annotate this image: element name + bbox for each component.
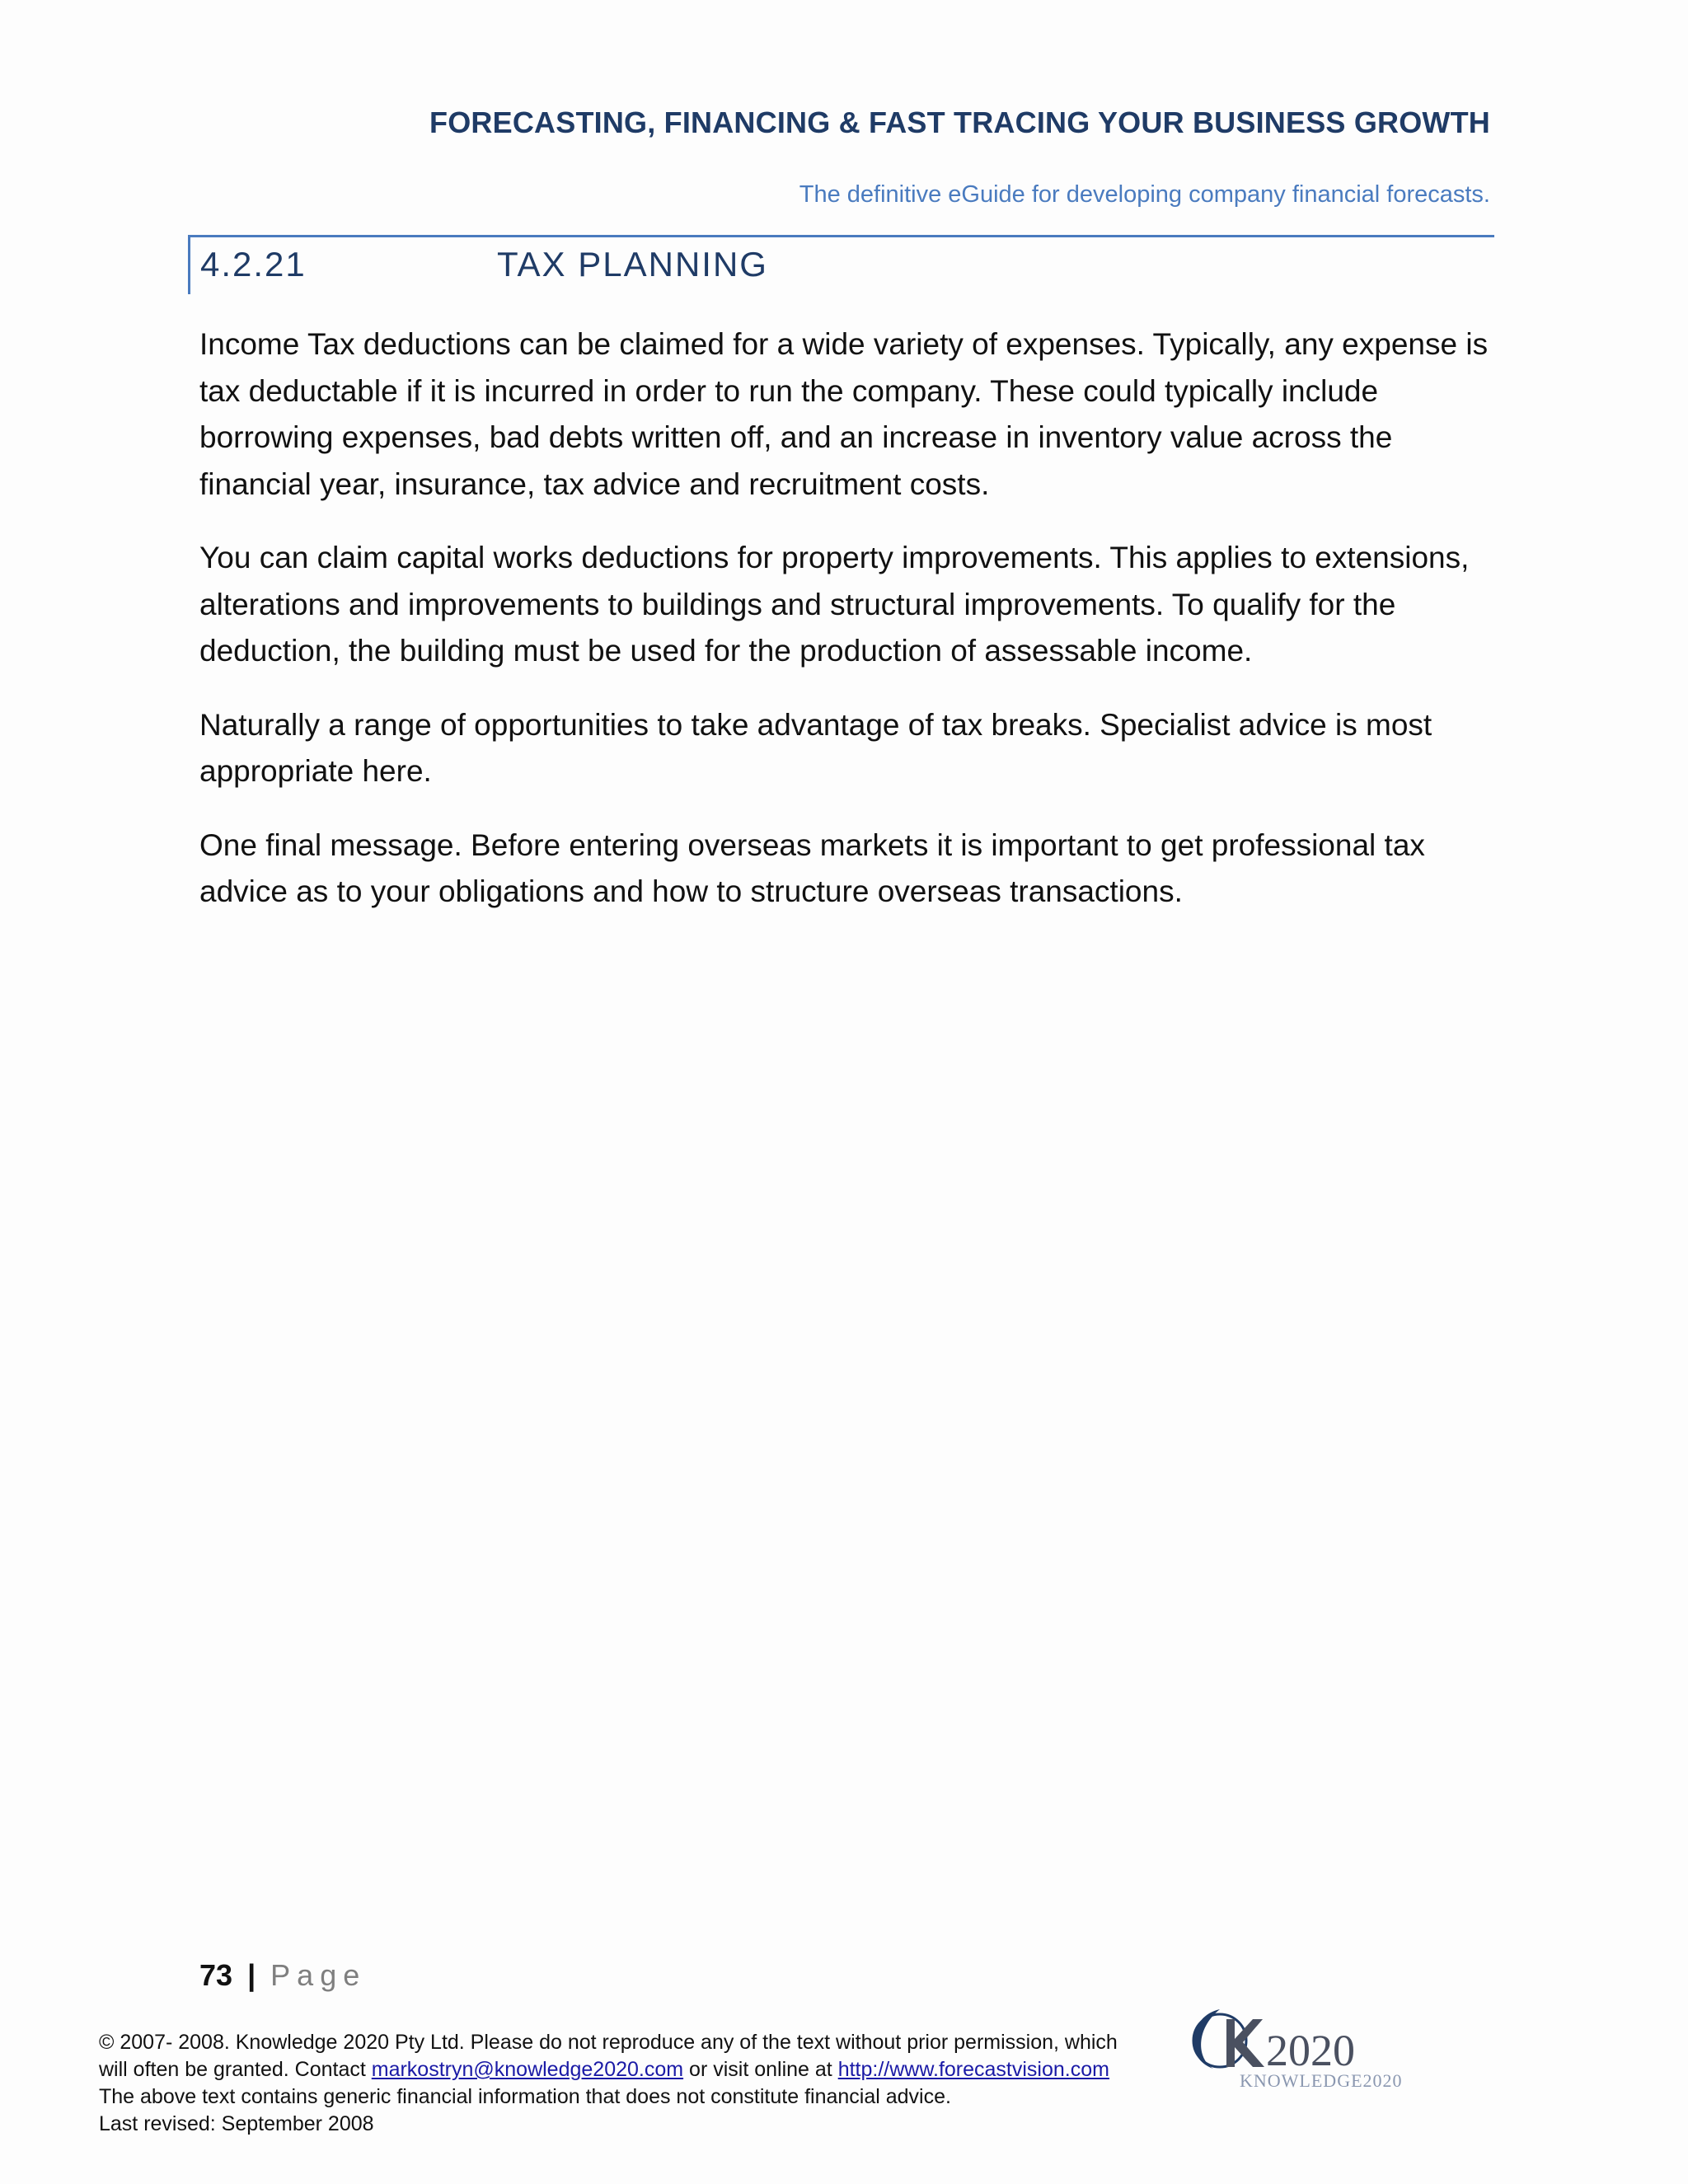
footer-contact-line xyxy=(99,2056,1170,2083)
paragraph: One final message. Before entering overseas markets it is important to get professional tax advice as to your obligations and how to structure overseas transactions. xyxy=(199,827,1425,908)
logo-main-text: 2020 xyxy=(1266,2026,1355,2075)
body-content xyxy=(199,321,1493,943)
section-heading xyxy=(188,235,768,294)
page-number xyxy=(199,1958,366,1993)
footer-contact-prefix: will often be granted. Contact xyxy=(99,2058,372,2081)
website-link[interactable]: http://www.forecastvision.com xyxy=(837,2058,1109,2081)
footer xyxy=(99,2029,1170,2138)
logo-sub-text: KNOWLEDGE2020 xyxy=(1240,2070,1403,2091)
email-link[interactable]: markostryn@knowledge2020.com xyxy=(371,2058,684,2081)
paragraph: You can claim capital works deductions for property improvements. This applies to extensions, alterations and improvements to buildings and structural improvements. To qualify for the deduction, the building must be used for the production of assessable income. xyxy=(199,541,1470,668)
page-label: Page xyxy=(270,1958,367,1992)
footer-revised: Last revised: September 2008 xyxy=(99,2112,374,2135)
knowledge2020-logo xyxy=(1180,2001,1428,2100)
page-number-separator: | xyxy=(247,1958,256,1992)
page-number-value: 73 xyxy=(199,1958,233,1992)
document-header-title: FORECASTING, FINANCING & FAST TRACING YOUR BUSINESS GROWTH xyxy=(429,105,1490,139)
paragraph: Income Tax deductions can be claimed for a wide variety of expenses. Typically, any expense is tax deductable if it is incurred in order to run the company. These could typically include borrowing expenses, bad debts written off, and an increase in inventory value across the financial year, insurance, tax advice and recruitment costs. xyxy=(199,327,1489,501)
paragraph: Naturally a range of opportunities to take advantage of tax breaks. Specialist advice is most appropriate here. xyxy=(199,707,1432,788)
footer-contact-middle: or visit online at xyxy=(683,2058,838,2081)
document-header-subtitle: The definitive eGuide for developing company financial forecasts. xyxy=(799,181,1490,208)
footer-disclaimer: The above text contains generic financial information that does not constitute financial advice. xyxy=(99,2085,951,2108)
footer-copyright: © 2007- 2008. Knowledge 2020 Pty Ltd. Please do not reproduce any of the text without prior permission, which xyxy=(99,2031,1118,2054)
section-number: 4.2.21 xyxy=(200,245,307,284)
section-title: TAX PLANNING xyxy=(497,245,768,284)
